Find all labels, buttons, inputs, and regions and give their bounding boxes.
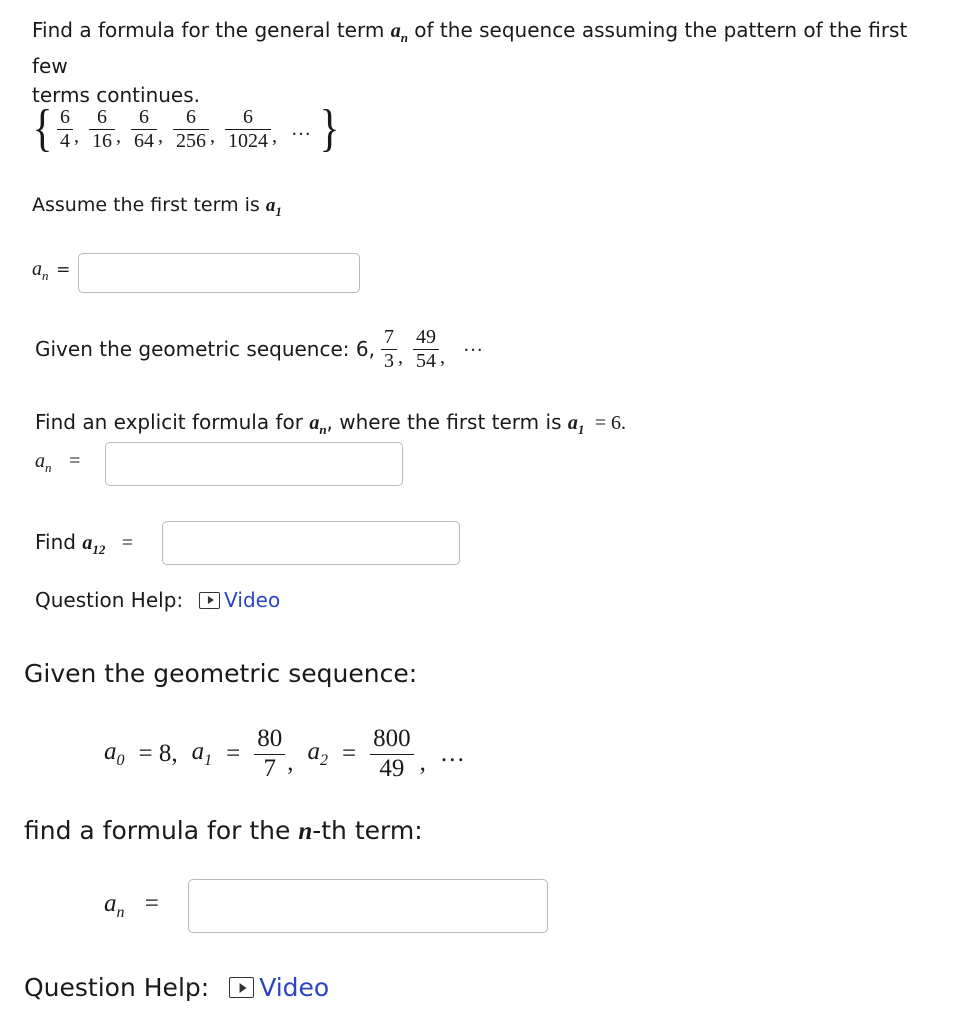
q2-sequence: Given the geometric sequence: 6, $\frac{7}{3}$ , $\frac{49}{54}$ , …	[35, 325, 483, 372]
q3-answer-input[interactable]	[188, 879, 548, 933]
q1-assume-text: Assume the first term is $a_1$	[32, 194, 282, 219]
q2-question-help: Question Help: Video	[35, 588, 281, 612]
q2-answer-input[interactable]	[105, 442, 403, 486]
q2-term: $\frac{7}{3}$	[381, 326, 397, 373]
q3-question-help: Question Help: Video	[24, 973, 330, 1002]
q1-term: $\frac{6}{64}$	[131, 106, 157, 153]
play-video-icon	[199, 592, 220, 609]
q2-video-link[interactable]: Video	[199, 588, 280, 612]
q1-close-brace: }	[319, 100, 340, 157]
play-video-icon	[229, 977, 254, 998]
q1-term: $\frac{6}{256}$	[173, 106, 209, 153]
q3-video-link[interactable]: Video	[229, 973, 329, 1002]
q3-nth-prompt: find a formula for the n-th term:	[24, 816, 423, 845]
q1-term: $\frac{6}{1024}$	[225, 106, 271, 153]
q2-term: $\frac{49}{54}$	[413, 326, 439, 373]
q2-explicit-prompt: Find an explicit formula for $a_n$, where the first term is $a_1 = 6$.	[35, 410, 626, 437]
q2-answer-label: $a_n$ =	[35, 450, 81, 475]
q1-answer-label: $a_n$ =	[32, 258, 71, 283]
q1-sequence: { $\frac{6}{4}$ , $\frac{6}{16}$ , $\frac{6}{64}$ , $\frac{6}{256}$ , $\frac{6}{1024}$ , … }	[32, 100, 340, 157]
q3-sequence: $a_0$ = 8, $a_1$ = $\frac{80}{7}$ , $a_2$ = $\frac{800}{49}$ , …	[104, 724, 465, 782]
q1-answer-input[interactable]	[78, 253, 360, 293]
q1-term: $\frac{6}{4}$	[57, 106, 73, 153]
q1-open-brace: {	[32, 100, 53, 157]
q2-find-input[interactable]	[162, 521, 460, 565]
q3-term: $\frac{80}{7}$	[254, 725, 285, 784]
q2-ellipsis: …	[462, 333, 483, 356]
q2-find-label: Find $a_{12}$ =	[35, 530, 133, 557]
q1-prompt-var: $a_n$	[390, 20, 408, 45]
q1-prompt: Find a formula for the general term $a_n$ of the sequence assuming the pattern of the first few terms continues.	[32, 18, 908, 107]
q1-term: $\frac{6}{16}$	[89, 106, 115, 153]
q1-ellipsis: …	[290, 117, 311, 140]
q3-ellipsis: …	[439, 740, 465, 767]
q3-answer-label: $a_n$ =	[104, 890, 159, 921]
q3-term: $\frac{800}{49}$	[370, 725, 414, 784]
q3-heading: Given the geometric sequence:	[24, 659, 418, 688]
